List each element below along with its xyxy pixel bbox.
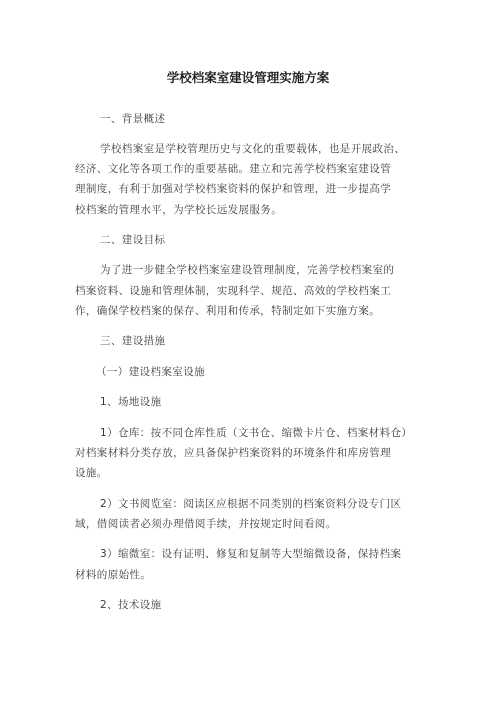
heading-measures: 三、建设措施 — [100, 335, 166, 347]
paragraph-line: 2）文书阅览室：阅读区应根据不同类别的档案资料分设专门区 — [100, 498, 402, 510]
subheading-facilities: （一）建设档案室设施 — [96, 366, 205, 378]
heading-goals: 二、建设目标 — [100, 234, 166, 246]
paragraph-line: 经济、文化等各项工作的重要基础。建立和完善学校档案室建设管 — [75, 163, 392, 175]
paragraph-line: 为了进一步健全学校档案室建设管理制度，完善学校档案室的 — [100, 264, 395, 276]
paragraph-line: 档案资料、设施和管理体制，实现科学、规范、高效的学校档案工 — [75, 285, 392, 297]
heading-background: 一、背景概述 — [100, 113, 166, 125]
subheading-tech: 2、技术设施 — [100, 599, 162, 611]
paragraph-line: 作，确保学校档案的保存、利用和传承，特制定如下实施方案。 — [75, 305, 381, 317]
paragraph-line: 设施。 — [75, 467, 108, 479]
paragraph-line: 对档案材料分类存放，应具备保护档案资料的环境条件和库房管理 — [75, 447, 392, 459]
document-title: 学校档案室建设管理实施方案 — [166, 70, 330, 85]
paragraph-line: 1）仓库：按不同仓库性质（文书仓、缩微卡片仓、档案材料仓） — [100, 427, 413, 439]
paragraph-line: 域，借阅读者必须办理借阅手续，并按规定时间看阅。 — [75, 518, 337, 530]
paragraph-line: 材料的原始性。 — [75, 569, 152, 581]
paragraph-line: 校档案的管理水平，为学校长远发展服务。 — [75, 204, 283, 216]
paragraph-line: 3）缩微室：设有证明、修复和复制等大型缩微设备，保持档案 — [100, 548, 402, 560]
subheading-site: 1、场地设施 — [100, 396, 162, 408]
paragraph-line: 理制度，有利于加强对学校档案资料的保护和管理，进一步提高学 — [75, 183, 392, 195]
paragraph-line: 学校档案室是学校管理历史与文化的重要载体，也是开展政治、 — [100, 143, 406, 155]
